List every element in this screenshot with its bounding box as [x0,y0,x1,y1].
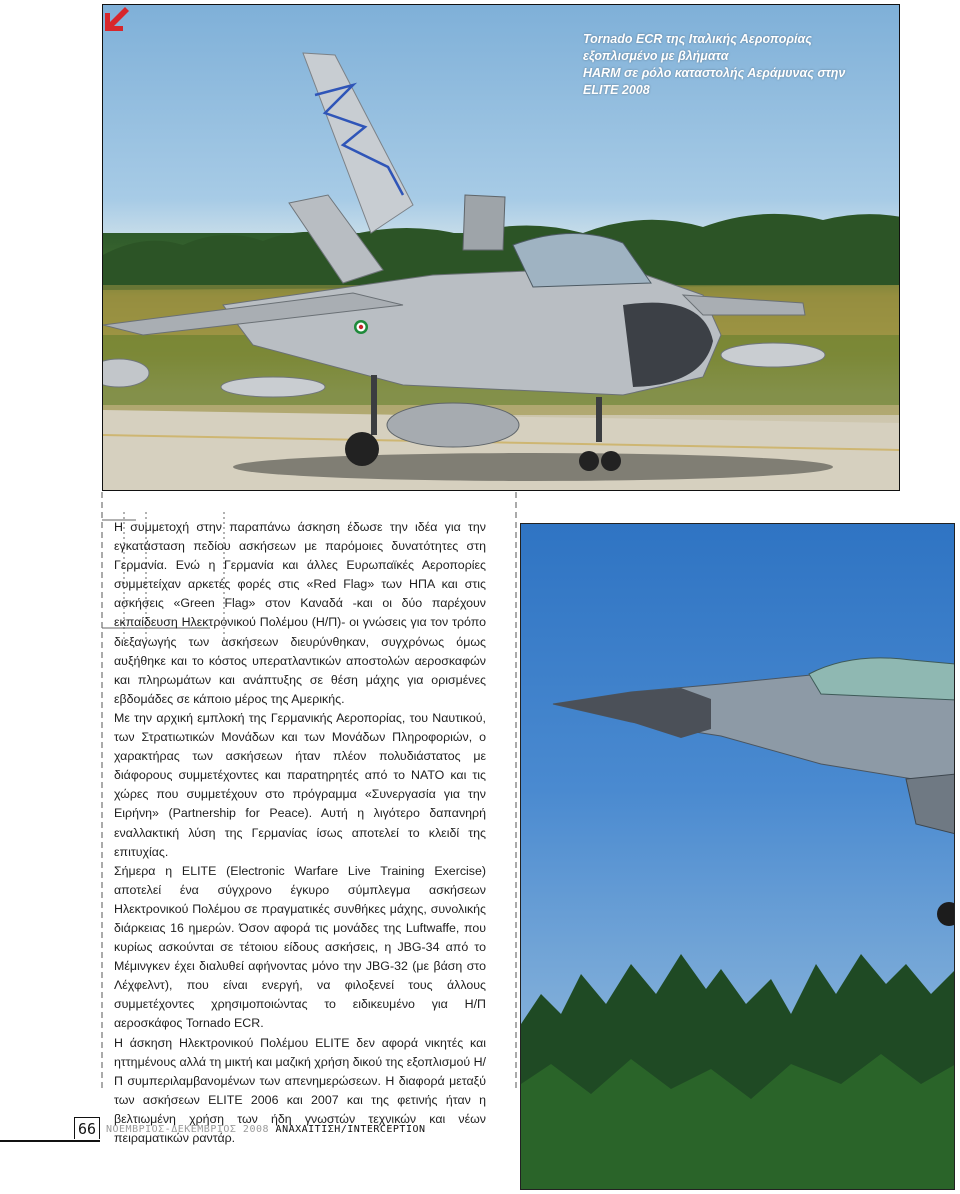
f16-photo [520,523,955,1190]
issue-date: ΝΟΕΜΒΡΙΟΣ-ΔΕΚΕΜΒΡΙΟΣ 2008 [106,1124,270,1135]
tornado-photo [102,4,900,491]
article-paragraph: Η άσκηση Ηλεκτρονικού Πολέμου ELITE δεν αφορά νικητές και ηττημένους αλλά τη μικτή και μαζική χρήση δικού της εξοπλισμού Η/Π συμπεριλαμβανομένων των απενημερώσεων. Η διαφορά μεταξύ των ασκήσεων ELITE 2006 και 2007 και της φετινής ήταν η βελτιωμένη χρήση των ήδη γνωστών τεχνικών και νέων πειραματικών ραντάρ. [114,1035,486,1145]
magazine-name: ΑΝΑΧΑΙΤΙΣΗ/INTERCEPTION [275,1124,426,1135]
caption-line: HARM σε ρόλο καταστολής Αεράμυνας στην ELITE 2008 [583,66,846,97]
article-paragraph: Η συμμετοχή στην παραπάνω άσκηση έδωσε την ιδέα για την εγκατάσταση πεδίου ασκήσεων με παρόμοιες δυνατότητες στη Γερμανία. Ενώ η Γερμανία και άλλες Ευρωπαϊκές Αεροπορίες συμμετείχαν αρκετές φορές στις «Red Flag» των ΗΠΑ και στις ασκήσεις «Green Flag» στον Καναδά -και οι δύο παρέχουν εκπαίδευση Ηλεκτρονικού Πολέμου (Η/Π)- οι γνώσεις για τον τρόπο διεξαγωγής των ασκήσεων διευρύνθηκαν, συγχρόνως όμως αυξήθηκε και το κόστος υπερατλαντικών αποστολών αεροσκαφών και πληρωμάτων και ανάπτυξης σε θέση μάχης για ορισμένες εβδομάδες σε κάποιο μέρος της Αμερικής. [114,520,486,706]
article-paragraph: Σήμερα η ELITE (Electronic Warfare Live Training Exercise) αποτελεί ένα σύγχρονο έγκυρο σύμπλεγμα ασκήσεων Ηλεκτρονικού Πολέμου σε πραγματικές συνθήκες μάχης, συνολικής διάρκειας 16 ημερών. Όσον αφορά τις μονάδες της Luftwaffe, που κυρίως ασκούνται σε τέτοιου είδους ασκήσεις, η JBG-34 από το Μέμινγκεν έχει διαλυθεί αφήνοντας μόνο την JBG-32 (με βάση στο Λέχφελντ), που είναι ενεργή, να φιλοξενεί τους άλλους συμμετέχοντες χρησιμοποιώντας το ειδικευμένο για Η/Π αεροσκάφος Tornado ECR. [114,863,486,1031]
caption-arrow-icon [103,5,129,31]
page-number: 66 [74,1117,100,1139]
footer [106,1124,426,1135]
photo-caption [583,31,883,99]
footer-rule [0,1140,100,1142]
f16-illustration [521,524,955,1190]
caption-line: Tornado ECR της Ιταλικής Αεροπορίας εξοπλισμένο με βλήματα [583,32,812,63]
article-body [114,518,486,1148]
article-paragraph: Με την αρχική εμπλοκή της Γερμανικής Αεροπορίας, του Ναυτικού, των Στρατιωτικών Μονάδων και των Μονάδων Πληροφοριών, ο χαρακτήρας των ασκήσεων ήταν πλέον πολυδιάστατος με διάφορους συμμετέχοντες και παρατηρητές από το ΝΑΤΟ και τις χώρες που συμμετέχουν στο πρόγραμμα «Συνεργασία για την Ειρήνη» (Partnership for Peace). Αυτή η λιγότερο δαπανηρή εναλλακτική λύση της Γερμανίας ίσως αποτελεί το κλειδί της επιτυχίας. [114,710,486,859]
